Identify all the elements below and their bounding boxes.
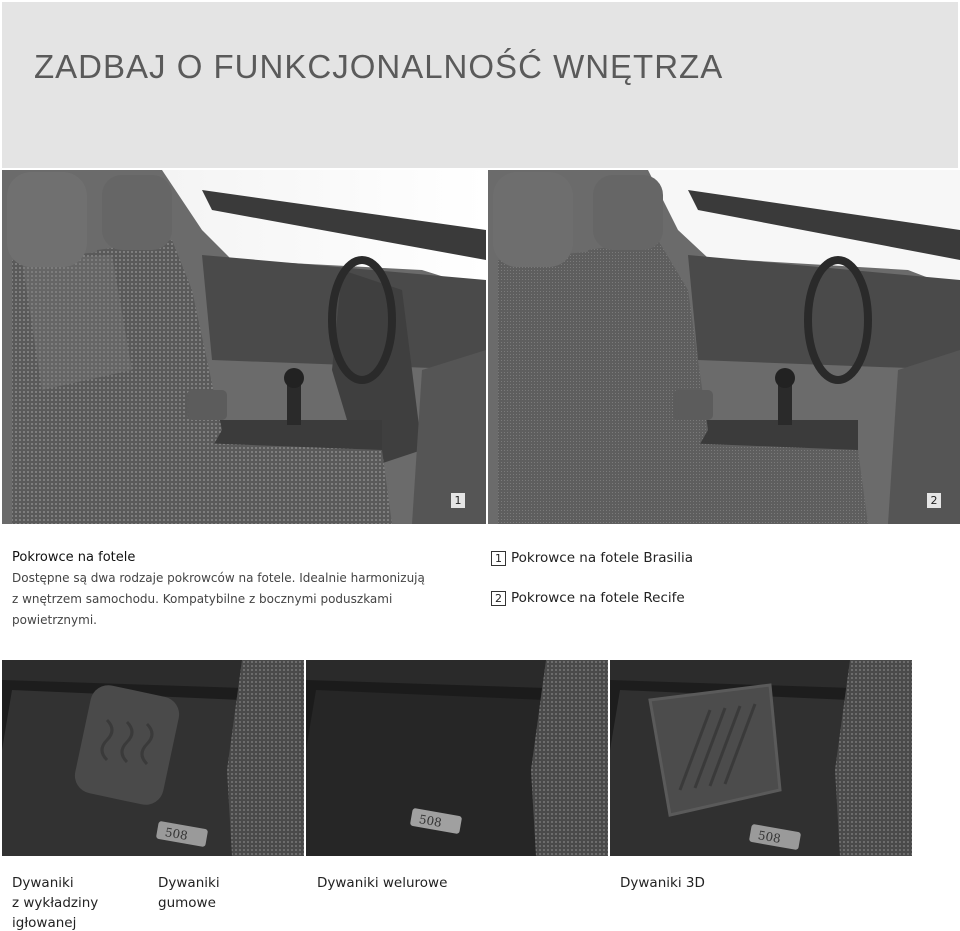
floor-mat-photo-rubber	[306, 660, 608, 856]
description-text	[12, 568, 452, 631]
photo-number-badge: 2	[926, 492, 942, 509]
description-line: powietrznymi.	[12, 613, 97, 627]
seat-cover-photo-recife	[488, 170, 960, 524]
caption-line: z wykładziny	[12, 895, 99, 911]
legend-label: Pokrowce na fotele Recife	[511, 590, 685, 606]
floor-mat-photo-needle	[2, 660, 304, 856]
mat-badge-text: 508	[417, 812, 443, 830]
mat-badge-text: 508	[163, 825, 189, 843]
seat-cover-photo-brasilia	[2, 170, 486, 524]
legend-number: 2	[491, 591, 506, 606]
mat-badge-text: 508	[756, 828, 782, 846]
description-title: Pokrowce na fotele	[12, 550, 136, 565]
mat-caption-rubber	[158, 873, 278, 913]
mat-caption-needle	[12, 873, 142, 931]
mat-caption-3d	[620, 873, 820, 893]
description-line: z wnętrzem samochodu. Kompatybilne z bocznymi poduszkami	[12, 592, 393, 606]
description-line: Dostępne są dwa rodzaje pokrowców na fotele. Idealnie harmonizują	[12, 571, 425, 585]
legend-label: Pokrowce na fotele Brasilia	[511, 550, 694, 566]
header-banner	[2, 2, 958, 168]
seat-cover-legend	[491, 548, 693, 628]
floor-mat-photo-3d	[610, 660, 912, 856]
caption-line: Dywaniki	[158, 875, 220, 891]
photo-number-badge: 1	[450, 492, 466, 509]
page-title: ZADBAJ O FUNKCJONALNOŚĆ WNĘTRZA	[34, 48, 724, 85]
caption-line: Dywaniki 3D	[620, 875, 705, 891]
legend-item	[491, 588, 693, 608]
seat-covers-description	[12, 548, 452, 631]
legend-item	[491, 548, 693, 568]
mat-caption-velour	[317, 873, 517, 893]
caption-line: Dywaniki welurowe	[317, 875, 448, 891]
caption-line: gumowe	[158, 895, 216, 911]
caption-line: Dywaniki	[12, 875, 74, 891]
legend-number: 1	[491, 551, 506, 566]
caption-line: igłowanej	[12, 915, 77, 931]
